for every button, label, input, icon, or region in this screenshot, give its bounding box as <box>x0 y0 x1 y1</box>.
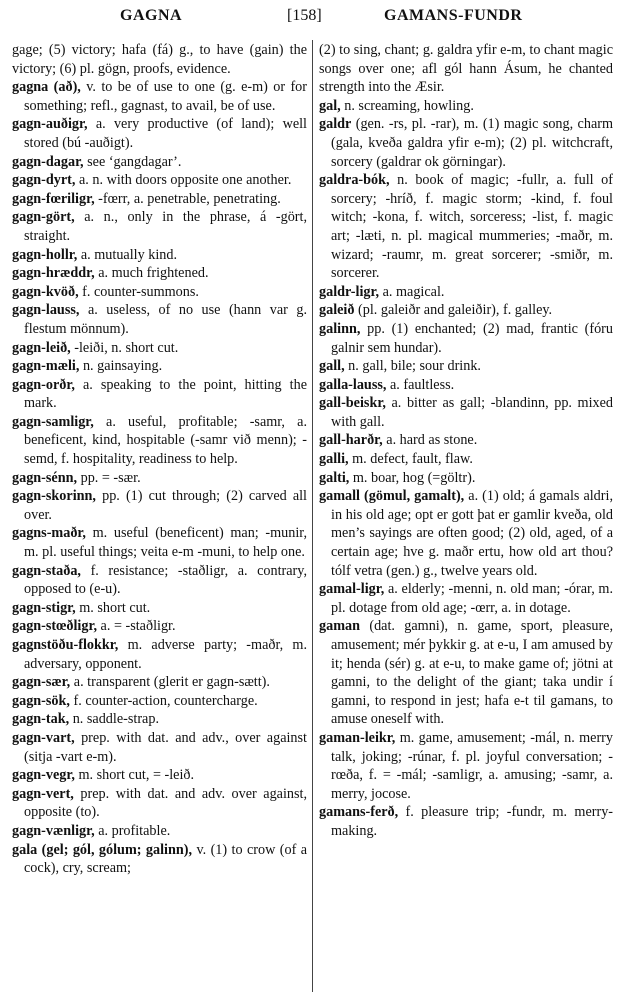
entry-definition: m. short cut, = -leið. <box>78 767 195 784</box>
entry-headword: gagn-hræddr, <box>12 265 95 282</box>
entry-headword: gall, <box>319 358 345 375</box>
dictionary-entry <box>319 41 613 97</box>
dictionary-entry <box>12 208 307 245</box>
entry-headword: gagns-maðr, <box>12 525 86 542</box>
entry-definition: gage; (5) victory; hafa (fá) g., to have (gain) the victory; (6) pl. gögn, proofs, evidence. <box>12 42 307 77</box>
dictionary-entry <box>319 115 613 171</box>
header-right-guide-word: GAMANS-FUNDR <box>384 7 523 24</box>
header-left-guide-word: GAGNA <box>120 7 183 24</box>
dictionary-entry <box>319 301 613 320</box>
dictionary-entry <box>12 78 307 115</box>
entry-definition: a. magical. <box>382 283 445 300</box>
dictionary-entry <box>12 785 307 822</box>
entry-headword: galdr <box>319 116 352 133</box>
entry-headword: gagn-hollr, <box>12 246 78 263</box>
dictionary-entry <box>12 469 307 488</box>
dictionary-entry <box>12 153 307 172</box>
entry-headword: gagn-leið, <box>12 339 71 356</box>
dictionary-entry <box>319 97 613 116</box>
dictionary-entry <box>319 357 613 376</box>
entry-definition: prep. with dat. and adv. over against, opposite (to). <box>24 785 308 821</box>
dictionary-entry <box>12 115 307 152</box>
dictionary-entry <box>12 301 307 338</box>
dictionary-entry <box>12 171 307 190</box>
entry-definition: a. profitable. <box>98 822 171 839</box>
entry-definition: a. n., only in the phrase, á -gört, straight. <box>24 209 307 244</box>
entry-definition: n. gainsaying. <box>82 358 163 375</box>
entry-definition: a. n. with doors opposite one another. <box>79 172 292 189</box>
dictionary-entry <box>319 283 613 302</box>
entry-definition: a. bitter as gall; -blandinn, pp. mixed with gall. <box>331 395 614 430</box>
dictionary-entry <box>12 766 307 785</box>
entry-definition: (dat. gamni), n. game, sport, pleasure, amusement; mér þykkir g. at e-u, I am amused by it; henda (sér) g. at e-u, to make game of; jötni at gamni, to the delight of the giant; taka undir í gamni, to respond in jest; hafa e-t til gamans, to amuse oneself with. <box>331 618 614 728</box>
right-column <box>319 41 613 841</box>
dictionary-entry <box>319 729 613 803</box>
dictionary-entry <box>12 283 307 302</box>
entry-headword: gamal-ligr, <box>319 581 385 598</box>
entry-definition: a. hard as stone. <box>386 432 478 449</box>
entry-headword: gal, <box>319 97 341 114</box>
entry-headword: galti, <box>319 469 350 486</box>
dictionary-entry <box>12 822 307 841</box>
entry-definition: a. transparent (glerit er gagn-sætt). <box>73 674 270 691</box>
entry-definition: v. to be of use to one (g. e-m) or for something; refl., gagnast, to avail, be of use. <box>24 79 308 114</box>
entry-definition: f. pleasure trip; -fundr, m. merry-making. <box>331 804 614 839</box>
entry-headword: gagn-sénn, <box>12 469 78 486</box>
entry-headword: gagn-lauss, <box>12 302 80 319</box>
entry-definition: f. counter-summons. <box>82 283 199 300</box>
entry-definition: a. speaking to the point, hitting the mark. <box>24 376 307 412</box>
entry-headword: gaman-leikr, <box>319 729 396 746</box>
entry-headword: gagn-vænligr, <box>12 822 95 839</box>
entry-headword: galli, <box>319 451 349 468</box>
entry-definition: f. counter-action, countercharge. <box>73 692 258 709</box>
dictionary-entry <box>319 487 613 580</box>
entry-definition: m. boar, hog (=göltr). <box>352 469 476 486</box>
page-number: [158] <box>287 7 322 24</box>
entry-definition: (2) to sing, chant; g. galdra yfir e-m, to chant magic songs over one; afl gól hann Ásum, he chanted strength into the Æsir. <box>319 42 613 96</box>
entry-definition: prep. with dat. and adv., over against (sitja -vart e-m). <box>24 729 307 765</box>
dictionary-entry <box>12 673 307 692</box>
entry-headword: gall-beiskr, <box>319 395 386 412</box>
entry-definition: m. short cut. <box>79 599 151 616</box>
dictionary-entry <box>12 617 307 636</box>
dictionary-entry <box>12 710 307 729</box>
entry-headword: gagn-kvöð, <box>12 283 79 300</box>
dictionary-entry <box>12 413 307 469</box>
entry-definition: (gen. -rs, pl. -rar), m. (1) magic song, charm (gala, kveða galdra yfir e-m); (2) pl. witchcraft, sorcery (galdrar ok görningar). <box>331 116 614 170</box>
dictionary-entry <box>12 41 307 78</box>
entry-headword: galinn, <box>319 320 361 337</box>
entry-headword: gagn-samligr, <box>12 413 94 430</box>
dictionary-entry <box>319 580 613 617</box>
entry-definition: pp. (1) cut through; (2) carved all over. <box>24 488 308 523</box>
entry-headword: gagn-sök, <box>12 692 70 709</box>
dictionary-entry <box>12 190 307 209</box>
entry-headword: gamall (gömul, gamalt), <box>319 488 465 505</box>
dictionary-entry <box>12 599 307 618</box>
entry-headword: gagn-mæli, <box>12 358 80 375</box>
entry-definition: m. game, amusement; -mál, n. merry talk, joking; -rúnar, f. pl. joyful conversation; -rœða, f. = -mál; -samligr, a. amusing; -samr, a. merry, jocose. <box>331 729 613 802</box>
dictionary-entry <box>12 692 307 711</box>
dictionary-entry <box>319 617 613 729</box>
entry-headword: gala (gel; gól, gólum; galinn), <box>12 841 193 858</box>
entry-definition: a. faultless. <box>389 376 455 393</box>
column-divider <box>312 40 313 992</box>
entry-definition: a. useful, profitable; -samr, a. beneficent, kind, hospitable (-samr við menn); -semd, f. hospitality, readiness to help. <box>24 413 307 468</box>
entry-definition: -leiði, n. short cut. <box>74 339 179 356</box>
entry-headword: gagn-tak, <box>12 711 70 728</box>
page-header <box>0 7 625 29</box>
entry-headword: gagna (að), <box>12 79 81 96</box>
entry-headword: gall-harðr, <box>319 432 383 449</box>
dictionary-entry <box>319 394 613 431</box>
entry-headword: gagn-skorinn, <box>12 488 96 505</box>
entry-headword: gagn-stigr, <box>12 599 76 616</box>
dictionary-entry <box>319 376 613 395</box>
entry-definition: n. screaming, howling. <box>344 97 474 114</box>
entry-headword: gamans-ferð, <box>319 804 399 821</box>
entry-headword: gagn-stœðligr, <box>12 618 97 635</box>
entry-definition: n. book of magic; -fullr, a. full of sorcery; -hríð, f. magic storm; -kind, f. foul witch; -kona, f. witch, sorceress; -list, f. magic art; -læti, n. pl. magical mummeries; -maðr, m. wizard; -raumr, m. great sorcerer; -smiðr, m. sorcerer. <box>331 172 613 282</box>
entry-definition: m. useful (beneficent) man; -munir, m. pl. useful things; veita e-m -muni, to help one. <box>24 525 307 561</box>
left-column <box>12 41 307 878</box>
entry-headword: gagn-orðr, <box>12 376 75 393</box>
dictionary-entry <box>12 376 307 413</box>
entry-headword: gagn-auðigr, <box>12 116 88 133</box>
entry-headword: gagn-fœriligr, <box>12 190 95 207</box>
entry-headword: galdr-ligr, <box>319 283 380 300</box>
dictionary-entry <box>12 264 307 283</box>
dictionary-entry <box>12 246 307 265</box>
entry-definition: n. saddle-strap. <box>72 711 159 728</box>
dictionary-entry <box>12 562 307 599</box>
dictionary-entry <box>12 636 307 673</box>
entry-headword: gagn-gört, <box>12 209 75 226</box>
entry-headword: gagn-dyrt, <box>12 172 76 189</box>
entry-definition: a. = -staðligr. <box>100 618 176 635</box>
entry-headword: gagn-vert, <box>12 785 74 802</box>
entry-headword: gagn-staða, <box>12 562 81 579</box>
entry-headword: gagn-sær, <box>12 674 71 691</box>
entry-definition: pp. = -sær. <box>80 469 141 486</box>
entry-definition: m. defect, fault, flaw. <box>352 451 473 468</box>
dictionary-entry <box>319 469 613 488</box>
dictionary-entry <box>319 171 613 283</box>
entry-headword: gagn-vart, <box>12 729 75 746</box>
dictionary-entry <box>12 524 307 561</box>
dictionary-entry <box>12 487 307 524</box>
entry-headword: gaman <box>319 618 360 635</box>
entry-headword: galeið <box>319 302 355 319</box>
entry-definition: see ‘gangdagar’. <box>87 153 182 170</box>
entry-definition: pp. (1) enchanted; (2) mad, frantic (fóru galnir sem hundar). <box>331 320 614 356</box>
dictionary-entry <box>319 431 613 450</box>
dictionary-entry <box>12 339 307 358</box>
entry-definition: a. elderly; -menni, n. old man; -órar, m. pl. dotage from old age; -œrr, a. in dotage. <box>331 581 614 616</box>
entry-headword: galdra-bók, <box>319 172 390 189</box>
entry-headword: galla-lauss, <box>319 376 387 393</box>
entry-headword: gagn-dagar, <box>12 153 84 170</box>
entry-definition: a. (1) old; á gamals aldri, in his old age; opt er gott þat er gamlir kveða, old men’s sayings are often good; (2) old, aged, of a certain age; hve g. maðr ertu, how old art thou? tólf vetra (gen.) g., twelve years old. <box>331 488 613 579</box>
entry-definition: m. adverse party; -maðr, m. adversary, opponent. <box>24 637 307 672</box>
entry-definition: v. (1) to crow (of a cock), cry, scream; <box>24 841 308 877</box>
entry-definition: (pl. galeiðr and galeiðir), f. galley. <box>358 302 553 319</box>
entry-definition: a. useless, of no use (hann var g. flestum mönnum). <box>24 302 308 337</box>
entry-definition: a. mutually kind. <box>80 246 178 263</box>
dictionary-entry <box>12 357 307 376</box>
entry-headword: gagnstöðu-flokkr, <box>12 637 119 653</box>
dictionary-entry <box>319 450 613 469</box>
entry-definition: a. very productive (of land); well stored (bú -auðigt). <box>24 116 307 151</box>
entry-definition: n. gall, bile; sour drink. <box>348 358 481 375</box>
entry-headword: gagn-vegr, <box>12 767 75 784</box>
dictionary-entry <box>319 803 613 840</box>
entry-definition: f. resistance; -staðligr, a. contrary, opposed to (e-u). <box>24 562 308 598</box>
entry-definition: -fœrr, a. penetrable, penetrating. <box>98 190 281 207</box>
entry-definition: a. much frightened. <box>98 265 209 282</box>
dictionary-entry <box>12 729 307 766</box>
dictionary-entry <box>12 841 307 878</box>
dictionary-entry <box>319 320 613 357</box>
